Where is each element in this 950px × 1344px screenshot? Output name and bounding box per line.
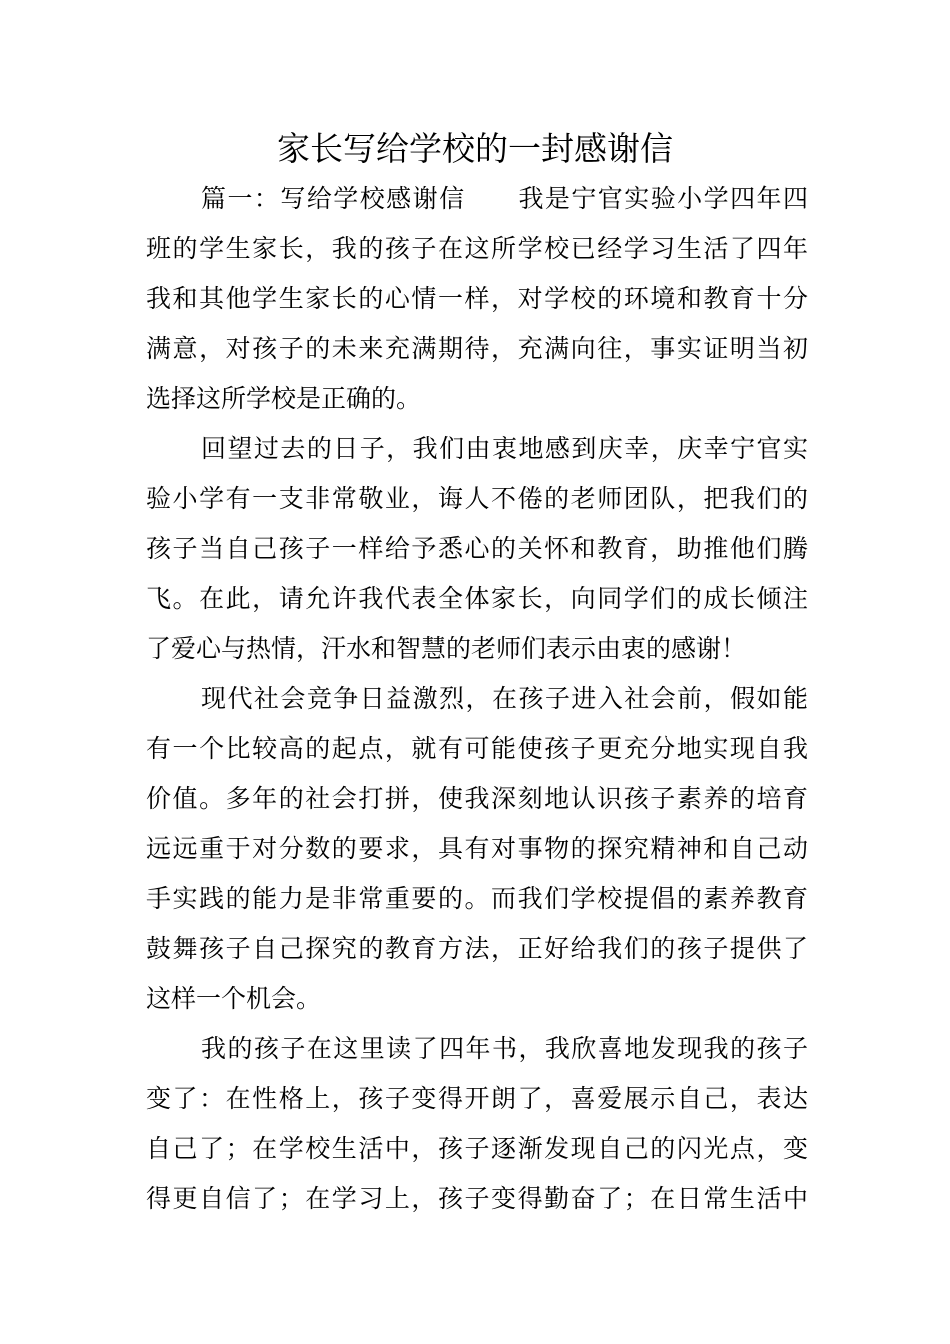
text-line: 变了：在性格上，孩子变得开朗了，喜爱展示自己，表达 <box>146 1084 808 1113</box>
text-line: 鼓舞孩子自己探究的教育方法，正好给我们的孩子提供了 <box>146 934 808 963</box>
text-line: 了爱心与热情，汗水和智慧的老师们表示由衷的感谢！ <box>146 634 747 663</box>
document-title: 家长写给学校的一封感谢信 <box>277 129 673 168</box>
document-body <box>146 174 808 1224</box>
text-line: 选择这所学校是正确的。 <box>146 384 422 413</box>
text-line: 回望过去的日子，我们由衷地感到庆幸，庆幸宁官实 <box>201 434 808 463</box>
text-line: 远远重于对分数的要求，具有对事物的探究精神和自己动 <box>146 834 808 863</box>
text-line: 我的孩子在这里读了四年书，我欣喜地发现我的孩子 <box>201 1034 808 1063</box>
text-line: 篇一：写给学校感谢信 我是宁官实验小学四年四 <box>201 184 808 213</box>
text-line: 这样一个机会。 <box>146 984 322 1013</box>
text-line: 满意，对孩子的未来充满期待，充满向往，事实证明当初 <box>146 334 808 363</box>
text-line: 我和其他学生家长的心情一样，对学校的环境和教育十分 <box>146 284 808 313</box>
text-line: 手实践的能力是非常重要的。而我们学校提倡的素养教育 <box>146 884 808 913</box>
text-line: 孩子当自己孩子一样给予悉心的关怀和教育，助推他们腾 <box>146 534 808 563</box>
text-line: 验小学有一支非常敬业，诲人不倦的老师团队，把我们的 <box>146 484 808 513</box>
text-line: 得更自信了；在学习上，孩子变得勤奋了；在日常生活中 <box>146 1184 808 1213</box>
text-line: 班的学生家长，我的孩子在这所学校已经学习生活了四年 <box>146 234 808 263</box>
text-line: 自己了；在学校生活中，孩子逐渐发现自己的闪光点，变 <box>146 1134 808 1163</box>
text-line: 现代社会竞争日益激烈，在孩子进入社会前，假如能 <box>201 684 808 713</box>
text-line: 价值。多年的社会打拼，使我深刻地认识孩子素养的培育 <box>146 784 808 813</box>
text-line: 有一个比较高的起点，就有可能使孩子更充分地实现自我 <box>146 734 808 763</box>
text-line: 飞。在此，请允许我代表全体家长，向同学们的成长倾注 <box>146 584 808 613</box>
